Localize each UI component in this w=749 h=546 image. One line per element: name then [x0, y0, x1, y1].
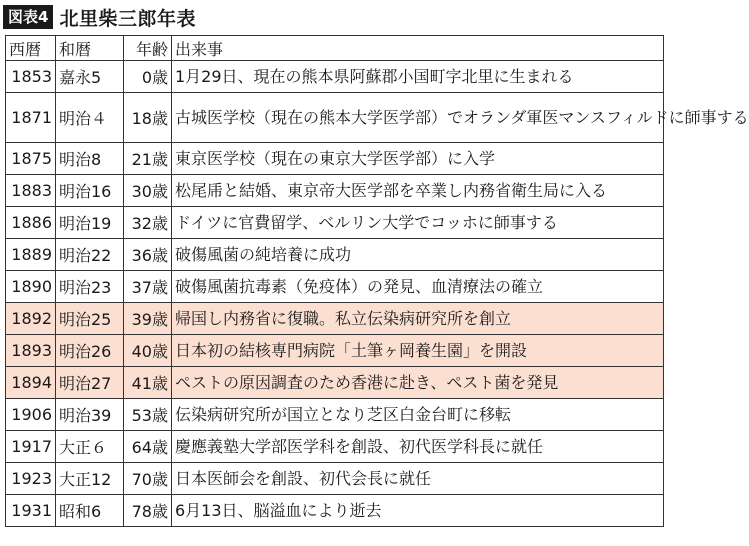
table-row: [6, 61, 664, 93]
cell-event: 慶應義塾大学部医学科を創設、初代医学科長に就任: [172, 431, 664, 463]
table-row: [6, 239, 664, 271]
cell-japanese-era: 明治26: [56, 335, 124, 367]
cell-western-year: 1890: [6, 271, 56, 303]
cell-age: 0歳: [124, 61, 172, 93]
cell-western-year: 1894: [6, 367, 56, 399]
cell-western-year: 1931: [6, 495, 56, 527]
cell-japanese-era: 明治27: [56, 367, 124, 399]
table-row: [6, 207, 664, 239]
cell-event: 日本医師会を創設、初代会長に就任: [172, 463, 664, 495]
table-row: [6, 463, 664, 495]
cell-age: 36歳: [124, 239, 172, 271]
cell-western-year: 1883: [6, 175, 56, 207]
cell-event: 日本初の結核専門病院「土筆ヶ岡養生園」を開設: [172, 335, 664, 367]
cell-western-year: 1875: [6, 143, 56, 175]
cell-age: 78歳: [124, 495, 172, 527]
cell-event: 1月29日、現在の熊本県阿蘇郡小国町字北里に生まれる: [172, 61, 664, 93]
cell-age: 18歳: [124, 93, 172, 143]
header-western-year: 西暦: [6, 36, 56, 61]
table-row: [6, 335, 664, 367]
cell-event: ドイツに官費留学、ベルリン大学でコッホに師事する: [172, 207, 664, 239]
cell-japanese-era: 明治39: [56, 399, 124, 431]
cell-western-year: 1853: [6, 61, 56, 93]
table-row: [6, 175, 664, 207]
cell-age: 70歳: [124, 463, 172, 495]
cell-event: 東京医学校（現在の東京大学医学部）に入学: [172, 143, 664, 175]
cell-event: 古城医学校（現在の熊本大学医学部）でオランダ軍医マンスフィルドに師事する: [172, 93, 664, 143]
cell-western-year: 1917: [6, 431, 56, 463]
cell-japanese-era: 嘉永5: [56, 61, 124, 93]
cell-age: 39歳: [124, 303, 172, 335]
cell-japanese-era: 明治22: [56, 239, 124, 271]
cell-event: 松尾乕と結婚、東京帝大医学部を卒業し内務省衛生局に入る: [172, 175, 664, 207]
cell-event: 伝染病研究所が国立となり芝区白金台町に移転: [172, 399, 664, 431]
cell-western-year: 1906: [6, 399, 56, 431]
cell-event: 帰国し内務省に復職。私立伝染病研究所を創立: [172, 303, 664, 335]
table-row: [6, 143, 664, 175]
cell-age: 32歳: [124, 207, 172, 239]
cell-western-year: 1889: [6, 239, 56, 271]
table-row: [6, 271, 664, 303]
cell-japanese-era: 明治23: [56, 271, 124, 303]
cell-japanese-era: 大正６: [56, 431, 124, 463]
cell-age: 53歳: [124, 399, 172, 431]
cell-japanese-era: 明治8: [56, 143, 124, 175]
cell-japanese-era: 大正12: [56, 463, 124, 495]
header-event: 出来事: [172, 36, 664, 61]
header-japanese-era: 和暦: [56, 36, 124, 61]
table-row: [6, 303, 664, 335]
cell-event: 破傷風菌の純培養に成功: [172, 239, 664, 271]
table-row: [6, 93, 664, 143]
figure-title: 北里柴三郎年表: [59, 7, 196, 30]
cell-event: ペストの原因調査のため香港に赴き、ペスト菌を発見: [172, 367, 664, 399]
cell-age: 37歳: [124, 271, 172, 303]
header-row: [6, 36, 664, 61]
cell-event: 破傷風菌抗毒素（免疫体）の発見、血清療法の確立: [172, 271, 664, 303]
cell-japanese-era: 明治19: [56, 207, 124, 239]
cell-western-year: 1893: [6, 335, 56, 367]
cell-western-year: 1871: [6, 93, 56, 143]
cell-japanese-era: 明治４: [56, 93, 124, 143]
cell-japanese-era: 昭和6: [56, 495, 124, 527]
cell-age: 21歳: [124, 143, 172, 175]
cell-western-year: 1892: [6, 303, 56, 335]
cell-age: 40歳: [124, 335, 172, 367]
cell-japanese-era: 明治25: [56, 303, 124, 335]
header-age: 年齢: [124, 36, 172, 61]
cell-western-year: 1886: [6, 207, 56, 239]
table-row: [6, 367, 664, 399]
figure-title-bar: [3, 4, 196, 30]
cell-age: 64歳: [124, 431, 172, 463]
table-row: [6, 431, 664, 463]
cell-western-year: 1923: [6, 463, 56, 495]
cell-age: 30歳: [124, 175, 172, 207]
table-row: [6, 495, 664, 527]
cell-age: 41歳: [124, 367, 172, 399]
chronology-table: [5, 35, 749, 527]
figure-tag: 図表4: [3, 5, 53, 29]
cell-event: 6月13日、脳溢血により逝去: [172, 495, 664, 527]
cell-japanese-era: 明治16: [56, 175, 124, 207]
table-row: [6, 399, 664, 431]
